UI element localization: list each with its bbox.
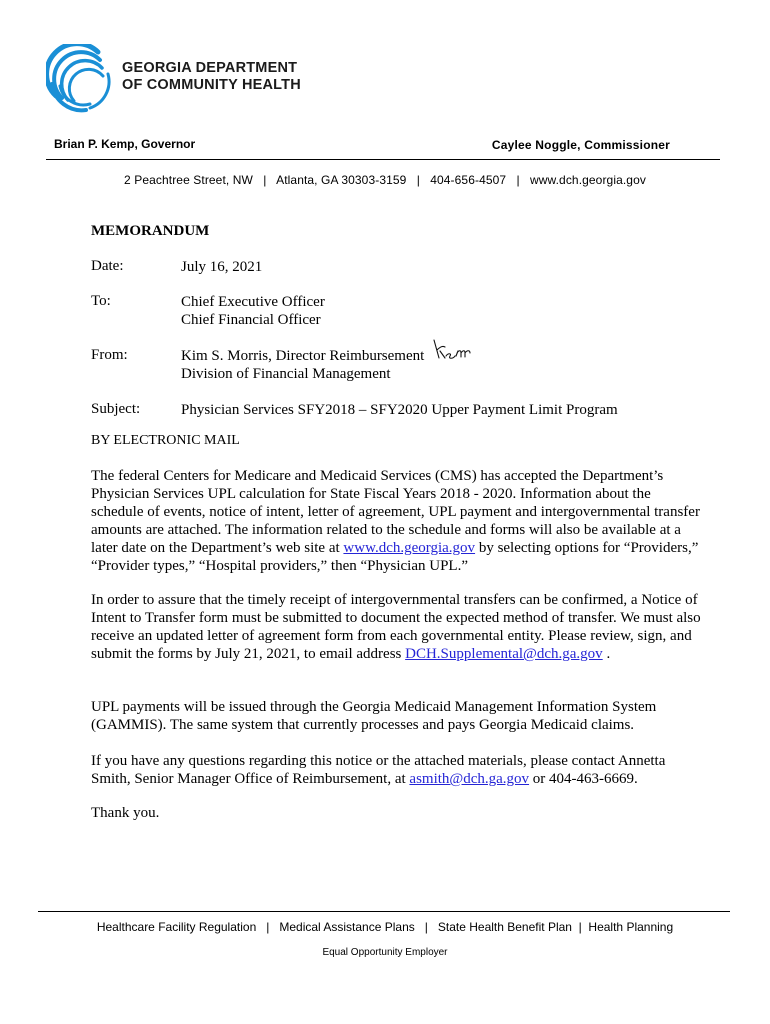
paragraph-text: by selecting options for “Providers,” “Provider types,” “Hospital providers,” then “Physician UPL.” <box>91 540 699 574</box>
from-sender <box>181 347 424 383</box>
from-label: From: <box>91 347 128 363</box>
footer-programs: Healthcare Facility Regulation | Medical Assistance Plans | State Health Benefit Plan | Health Planning <box>96 920 674 934</box>
sender-name: Kim S. Morris, Director Reimbursement <box>181 348 425 364</box>
subject-value: Physician Services SFY2018 – SFY2020 Upper Payment Limit Program <box>181 402 618 418</box>
subject-label: Subject: <box>91 401 141 417</box>
to-recipients <box>181 293 325 329</box>
header-divider <box>46 159 720 160</box>
paragraph-text: The federal Centers for Medicare and Medicaid Services (CMS) has accepted the Department’s Physician Services UPL calculation for State Fiscal Years 2018 - 2020. Information about the schedule of events, notice of intent, letter of agreement, UPL payment and intergovernmental transfer amounts are attached. The information related to the schedule and forms will also be available at a later date on the Department’s web site at <box>91 468 700 556</box>
commissioner-name: Caylee Noggle, Commissioner <box>491 138 670 152</box>
supplemental-email-link[interactable]: DCH.Supplemental@dch.ga.gov <box>405 646 603 662</box>
date-label: Date: <box>91 258 124 274</box>
delivery-method: BY ELECTRONIC MAIL <box>91 433 240 448</box>
org-name-line1: GEORGIA DEPARTMENT <box>122 60 298 76</box>
to-recipient: Chief Executive Officer <box>181 294 325 310</box>
address-line: 2 Peachtree Street, NW | Atlanta, GA 30303-3159 | 404-656-4507 | www.dch.georgia.gov <box>124 173 646 187</box>
org-name-line2: OF COMMUNITY HEALTH <box>122 77 301 93</box>
to-recipient: Chief Financial Officer <box>181 312 321 328</box>
paragraph-text: If you have any questions regarding this notice or the attached materials, please contact Annetta Smith, Senior Manager Office of Reimbursement, at <box>91 753 666 787</box>
closing-text: Thank you. <box>91 805 160 821</box>
contact-email-link[interactable]: asmith@dch.ga.gov <box>409 771 530 787</box>
memo-title: MEMORANDUM <box>91 223 210 239</box>
date-value: July 16, 2021 <box>181 259 263 275</box>
footer-divider <box>38 911 730 912</box>
paragraph-text: or 404-463-6669. <box>529 771 638 787</box>
sender-division: Division of Financial Management <box>181 366 391 382</box>
governor-name: Brian P. Kemp, Governor <box>54 137 196 151</box>
to-label: To: <box>91 293 111 309</box>
dch-swirl-logo-icon <box>46 44 118 116</box>
body-paragraph <box>91 467 701 575</box>
body-paragraph: UPL payments will be issued through the Georgia Medicaid Management Information System (GAMMIS). The same system that currently processes and pays Georgia Medicaid claims. <box>91 699 657 733</box>
paragraph-text: . <box>602 646 611 662</box>
body-paragraph <box>91 591 701 663</box>
paragraph-text: In order to assure that the timely receipt of intergovernmental transfers can be confirmed, a Notice of Intent to Transfer form must be submitted to document the expected method of transfer. We must also receive an updated letter of agreement form from each governmental entity. Please review, sign, and submit the forms by July 21, 2021, to email address <box>91 592 701 662</box>
footer-eoe: Equal Opportunity Employer <box>322 947 448 958</box>
handwritten-initials-signature <box>431 338 473 362</box>
body-paragraph <box>91 752 701 788</box>
dch-website-link[interactable]: www.dch.georgia.gov <box>343 540 476 556</box>
